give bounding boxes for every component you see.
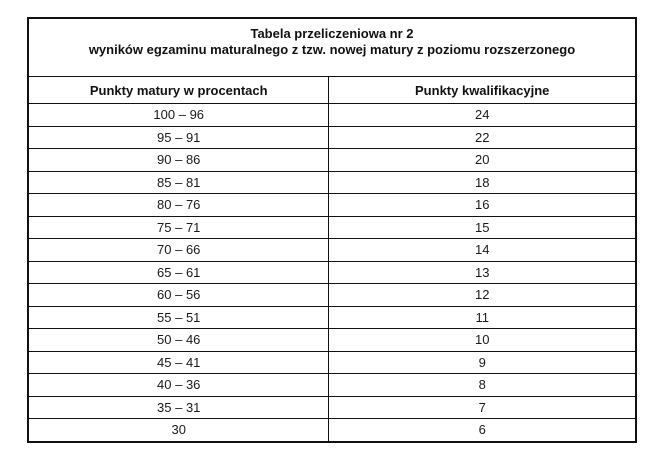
points-cell: 15 bbox=[329, 216, 636, 239]
range-cell: 70 – 66 bbox=[28, 239, 329, 262]
table-row bbox=[28, 149, 636, 172]
range-cell: 90 – 86 bbox=[28, 149, 329, 172]
header-row bbox=[28, 77, 636, 104]
range-cell: 95 – 91 bbox=[28, 126, 329, 149]
range-cell: 45 – 41 bbox=[28, 351, 329, 374]
points-cell: 20 bbox=[329, 149, 636, 172]
points-cell: 14 bbox=[329, 239, 636, 262]
points-cell: 7 bbox=[329, 396, 636, 419]
range-cell: 100 – 96 bbox=[28, 104, 329, 127]
table-row bbox=[28, 374, 636, 397]
range-cell: 85 – 81 bbox=[28, 171, 329, 194]
table-row bbox=[28, 194, 636, 217]
table-title-line1: Tabela przeliczeniowa nr 2 bbox=[250, 26, 414, 41]
range-cell: 60 – 56 bbox=[28, 284, 329, 307]
column-header-points: Punkty kwalifikacyjne bbox=[329, 77, 636, 104]
points-cell: 13 bbox=[329, 261, 636, 284]
points-cell: 16 bbox=[329, 194, 636, 217]
range-cell: 50 – 46 bbox=[28, 329, 329, 352]
title-row bbox=[28, 18, 636, 77]
range-cell: 35 – 31 bbox=[28, 396, 329, 419]
range-cell: 40 – 36 bbox=[28, 374, 329, 397]
points-cell: 12 bbox=[329, 284, 636, 307]
table-row bbox=[28, 284, 636, 307]
table-row bbox=[28, 351, 636, 374]
table-title-line2: wyników egzaminu maturalnego z tzw. nowej matury z poziomu rozszerzonego bbox=[88, 42, 576, 57]
points-cell: 10 bbox=[329, 329, 636, 352]
conversion-table bbox=[27, 17, 637, 443]
range-cell: 75 – 71 bbox=[28, 216, 329, 239]
column-header-percent: Punkty matury w procentach bbox=[28, 77, 329, 104]
range-cell: 30 bbox=[28, 419, 329, 442]
points-cell: 18 bbox=[329, 171, 636, 194]
table-title bbox=[28, 18, 636, 77]
table-row bbox=[28, 329, 636, 352]
points-cell: 8 bbox=[329, 374, 636, 397]
points-cell: 6 bbox=[329, 419, 636, 442]
table-row bbox=[28, 306, 636, 329]
table-row bbox=[28, 261, 636, 284]
points-cell: 9 bbox=[329, 351, 636, 374]
points-cell: 11 bbox=[329, 306, 636, 329]
range-cell: 55 – 51 bbox=[28, 306, 329, 329]
points-cell: 24 bbox=[329, 104, 636, 127]
table-row bbox=[28, 239, 636, 262]
table-row bbox=[28, 171, 636, 194]
table-row bbox=[28, 126, 636, 149]
table-row bbox=[28, 396, 636, 419]
points-cell: 22 bbox=[329, 126, 636, 149]
range-cell: 65 – 61 bbox=[28, 261, 329, 284]
range-cell: 80 – 76 bbox=[28, 194, 329, 217]
table-row bbox=[28, 104, 636, 127]
table-row bbox=[28, 419, 636, 442]
table-row bbox=[28, 216, 636, 239]
